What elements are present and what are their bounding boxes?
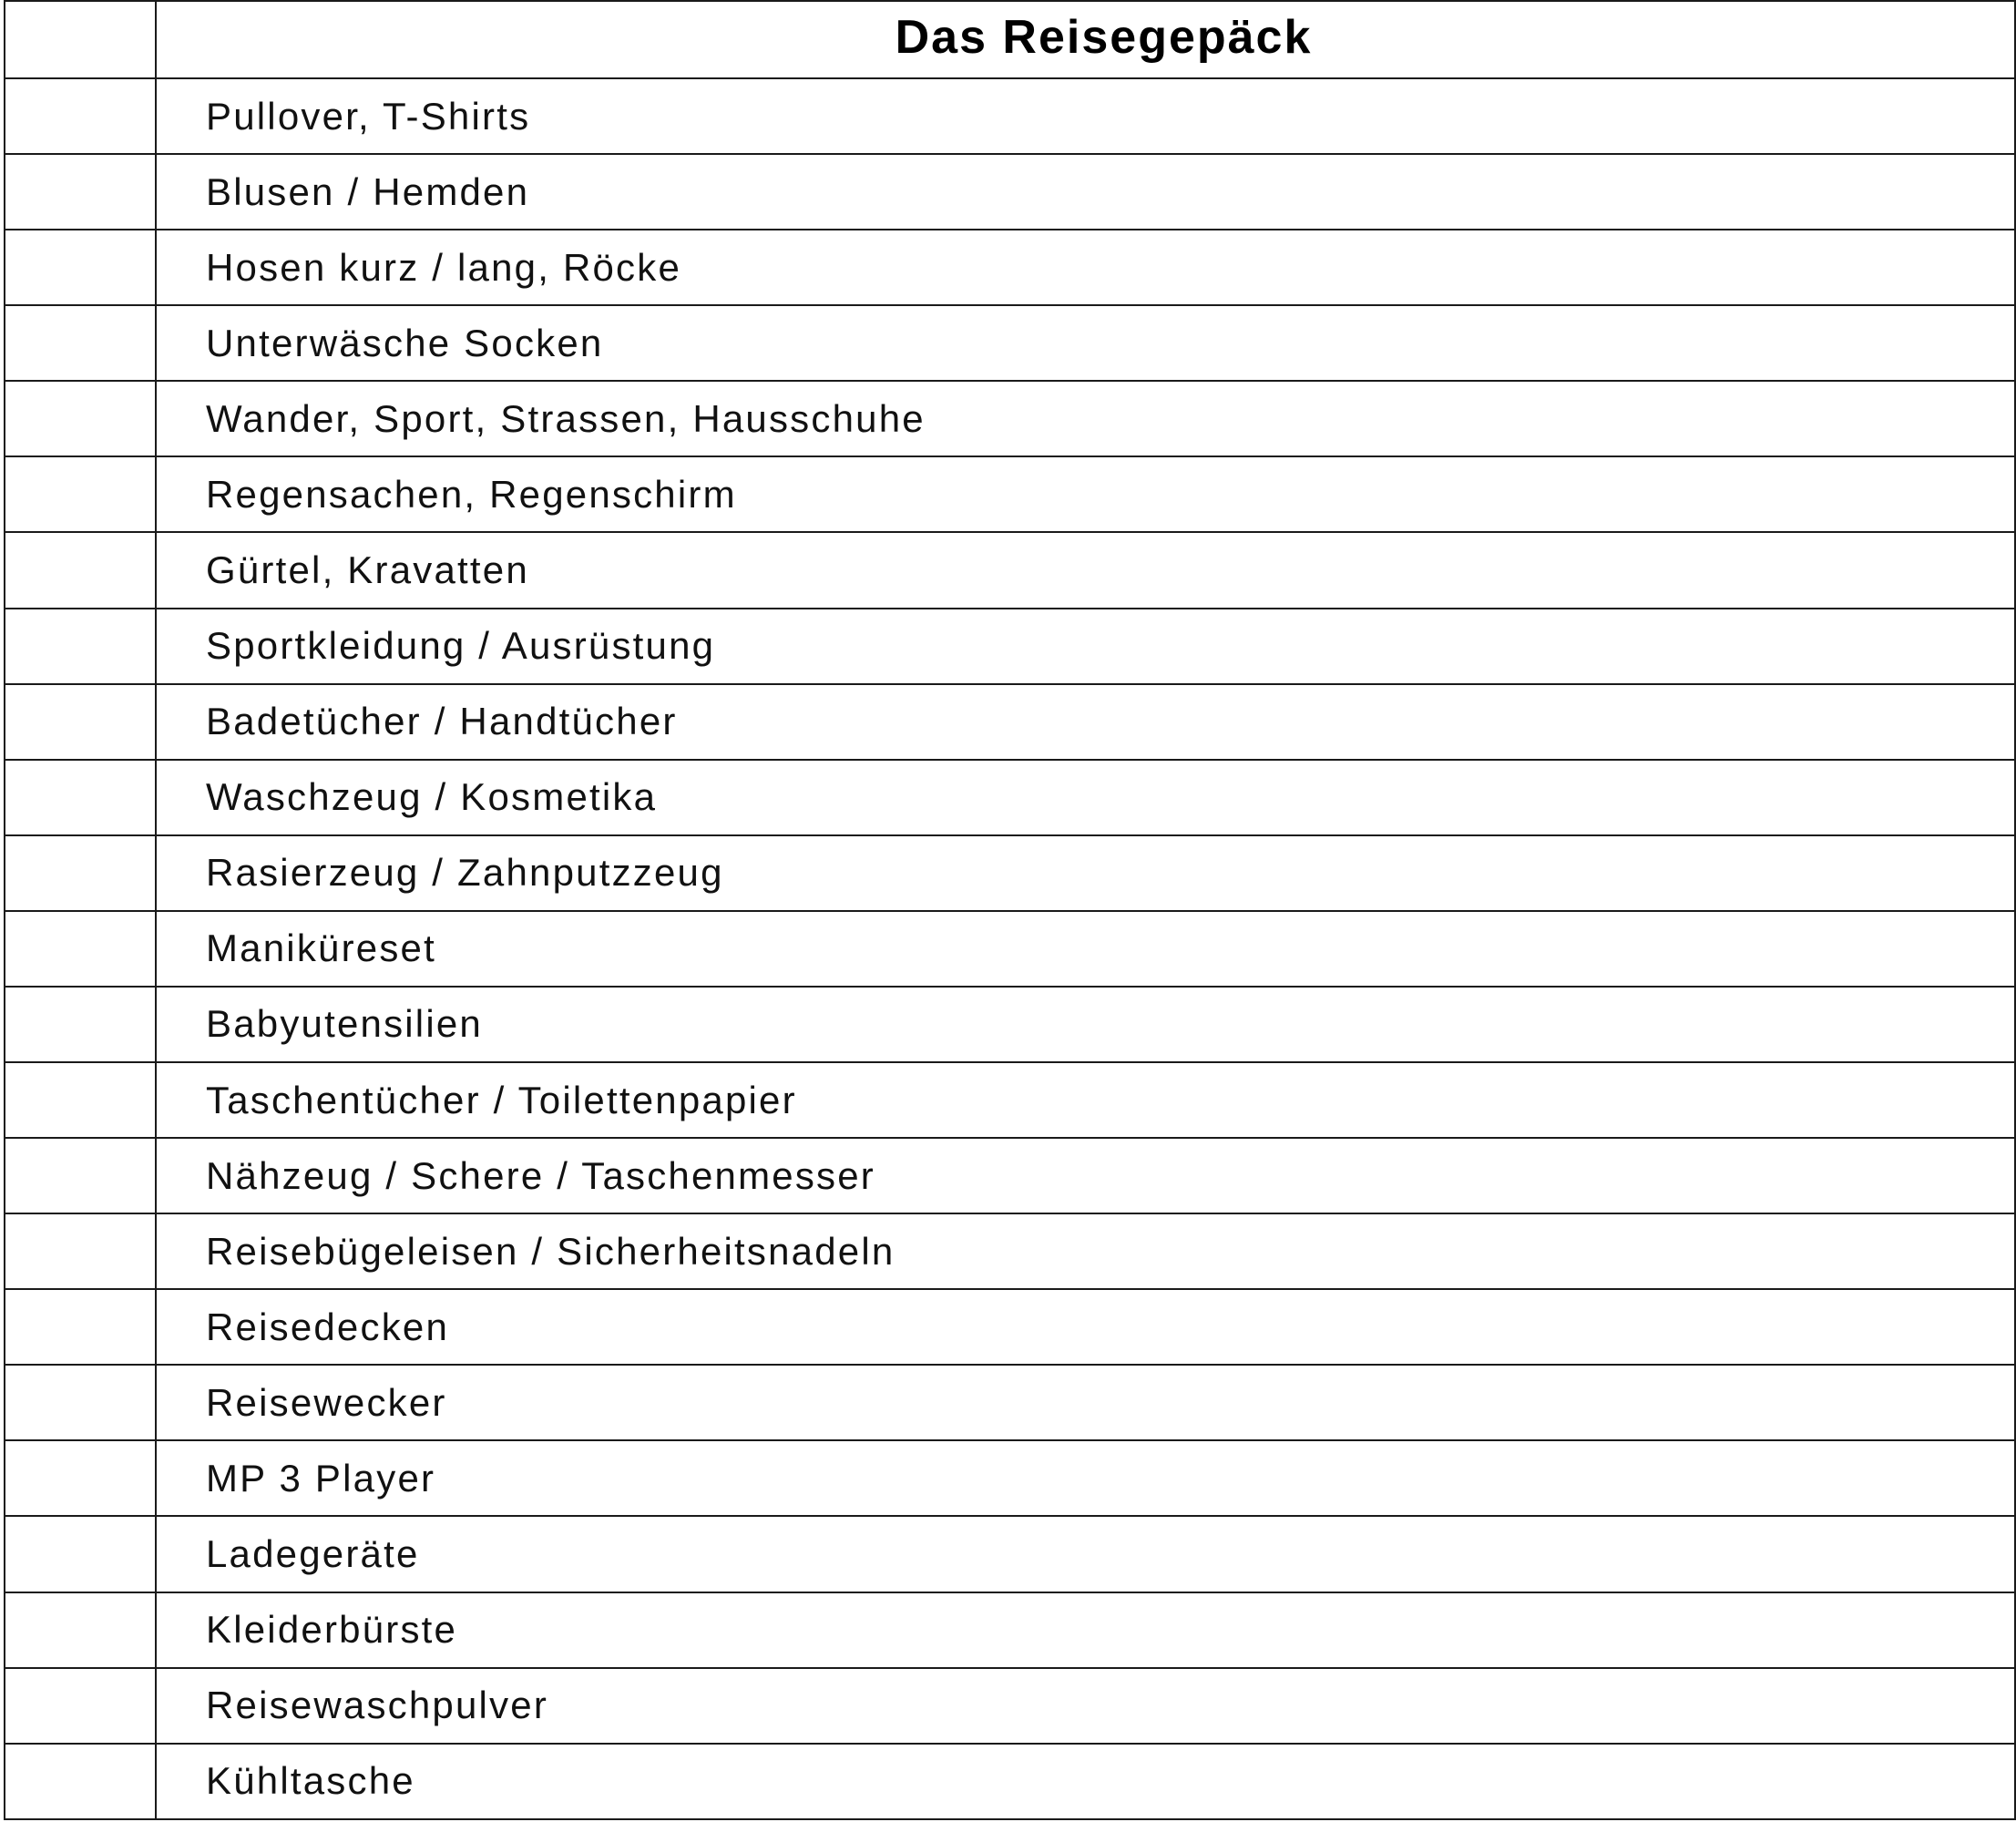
checkbox-cell[interactable] [5, 609, 156, 684]
checklist-row [5, 1668, 2015, 1744]
checklist-row [5, 154, 2015, 230]
checkbox-cell[interactable] [5, 835, 156, 911]
item-label: Reisewecker [156, 1365, 2015, 1440]
checklist-row [5, 1744, 2015, 1819]
item-label: Babyutensilien [156, 987, 2015, 1062]
item-label: Blusen / Hemden [156, 154, 2015, 230]
item-label: Regensachen, Regenschirm [156, 456, 2015, 532]
item-label: Reisewaschpulver [156, 1668, 2015, 1744]
header-check-cell [5, 1, 156, 78]
checklist-row [5, 760, 2015, 835]
checklist-row [5, 1062, 2015, 1138]
item-label: MP 3 Player [156, 1440, 2015, 1516]
checkbox-cell[interactable] [5, 1365, 156, 1440]
checklist-title-cell [156, 1, 2015, 78]
checkbox-cell[interactable] [5, 911, 156, 987]
checklist-row [5, 609, 2015, 684]
checkbox-cell[interactable] [5, 684, 156, 760]
checklist-row [5, 230, 2015, 305]
checklist-row [5, 987, 2015, 1062]
checklist-title: Das Reisegepäck [895, 10, 1313, 64]
item-label: Gürtel, Kravatten [156, 532, 2015, 608]
checkbox-cell[interactable] [5, 456, 156, 532]
checkbox-cell[interactable] [5, 532, 156, 608]
checkbox-cell[interactable] [5, 1516, 156, 1592]
checkbox-cell[interactable] [5, 1062, 156, 1138]
checklist-row [5, 1138, 2015, 1213]
item-label: Sportkleidung / Ausrüstung [156, 609, 2015, 684]
checkbox-cell[interactable] [5, 305, 156, 381]
checkbox-cell[interactable] [5, 1592, 156, 1668]
checklist-body [5, 78, 2015, 1819]
checkbox-cell[interactable] [5, 1289, 156, 1365]
item-label: Nähzeug / Schere / Taschenmesser [156, 1138, 2015, 1213]
checklist-row [5, 1213, 2015, 1289]
checkbox-cell[interactable] [5, 381, 156, 456]
checkbox-cell[interactable] [5, 78, 156, 154]
checkbox-cell[interactable] [5, 1213, 156, 1289]
checklist-row [5, 78, 2015, 154]
checkbox-cell[interactable] [5, 154, 156, 230]
item-label: Reisedecken [156, 1289, 2015, 1365]
item-label: Maniküreset [156, 911, 2015, 987]
checklist-row [5, 1440, 2015, 1516]
packing-checklist-sheet [4, 0, 2014, 1820]
checkbox-cell[interactable] [5, 987, 156, 1062]
header-row [5, 1, 2015, 78]
item-label: Rasierzeug / Zahnputzzeug [156, 835, 2015, 911]
checklist-row [5, 1365, 2015, 1440]
checklist-row [5, 1516, 2015, 1592]
checklist-row [5, 835, 2015, 911]
checkbox-cell[interactable] [5, 1440, 156, 1516]
checkbox-cell[interactable] [5, 1138, 156, 1213]
item-label: Taschentücher / Toilettenpapier [156, 1062, 2015, 1138]
item-label: Unterwäsche Socken [156, 305, 2015, 381]
checklist-row [5, 1289, 2015, 1365]
checklist-row [5, 305, 2015, 381]
checklist-row [5, 1592, 2015, 1668]
item-label: Badetücher / Handtücher [156, 684, 2015, 760]
checklist-row [5, 532, 2015, 608]
checkbox-cell[interactable] [5, 230, 156, 305]
item-label: Reisebügeleisen / Sicherheitsnadeln [156, 1213, 2015, 1289]
item-label: Pullover, T-Shirts [156, 78, 2015, 154]
checklist-row [5, 381, 2015, 456]
checklist-row [5, 456, 2015, 532]
item-label: Hosen kurz / lang, Röcke [156, 230, 2015, 305]
item-label: Kühltasche [156, 1744, 2015, 1819]
item-label: Kleiderbürste [156, 1592, 2015, 1668]
checkbox-cell[interactable] [5, 1744, 156, 1819]
item-label: Wander, Sport, Strassen, Hausschuhe [156, 381, 2015, 456]
item-label: Ladegeräte [156, 1516, 2015, 1592]
checkbox-cell[interactable] [5, 1668, 156, 1744]
checkbox-cell[interactable] [5, 760, 156, 835]
packing-checklist-table [4, 0, 2016, 1820]
checklist-row [5, 911, 2015, 987]
item-label: Waschzeug / Kosmetika [156, 760, 2015, 835]
checklist-row [5, 684, 2015, 760]
